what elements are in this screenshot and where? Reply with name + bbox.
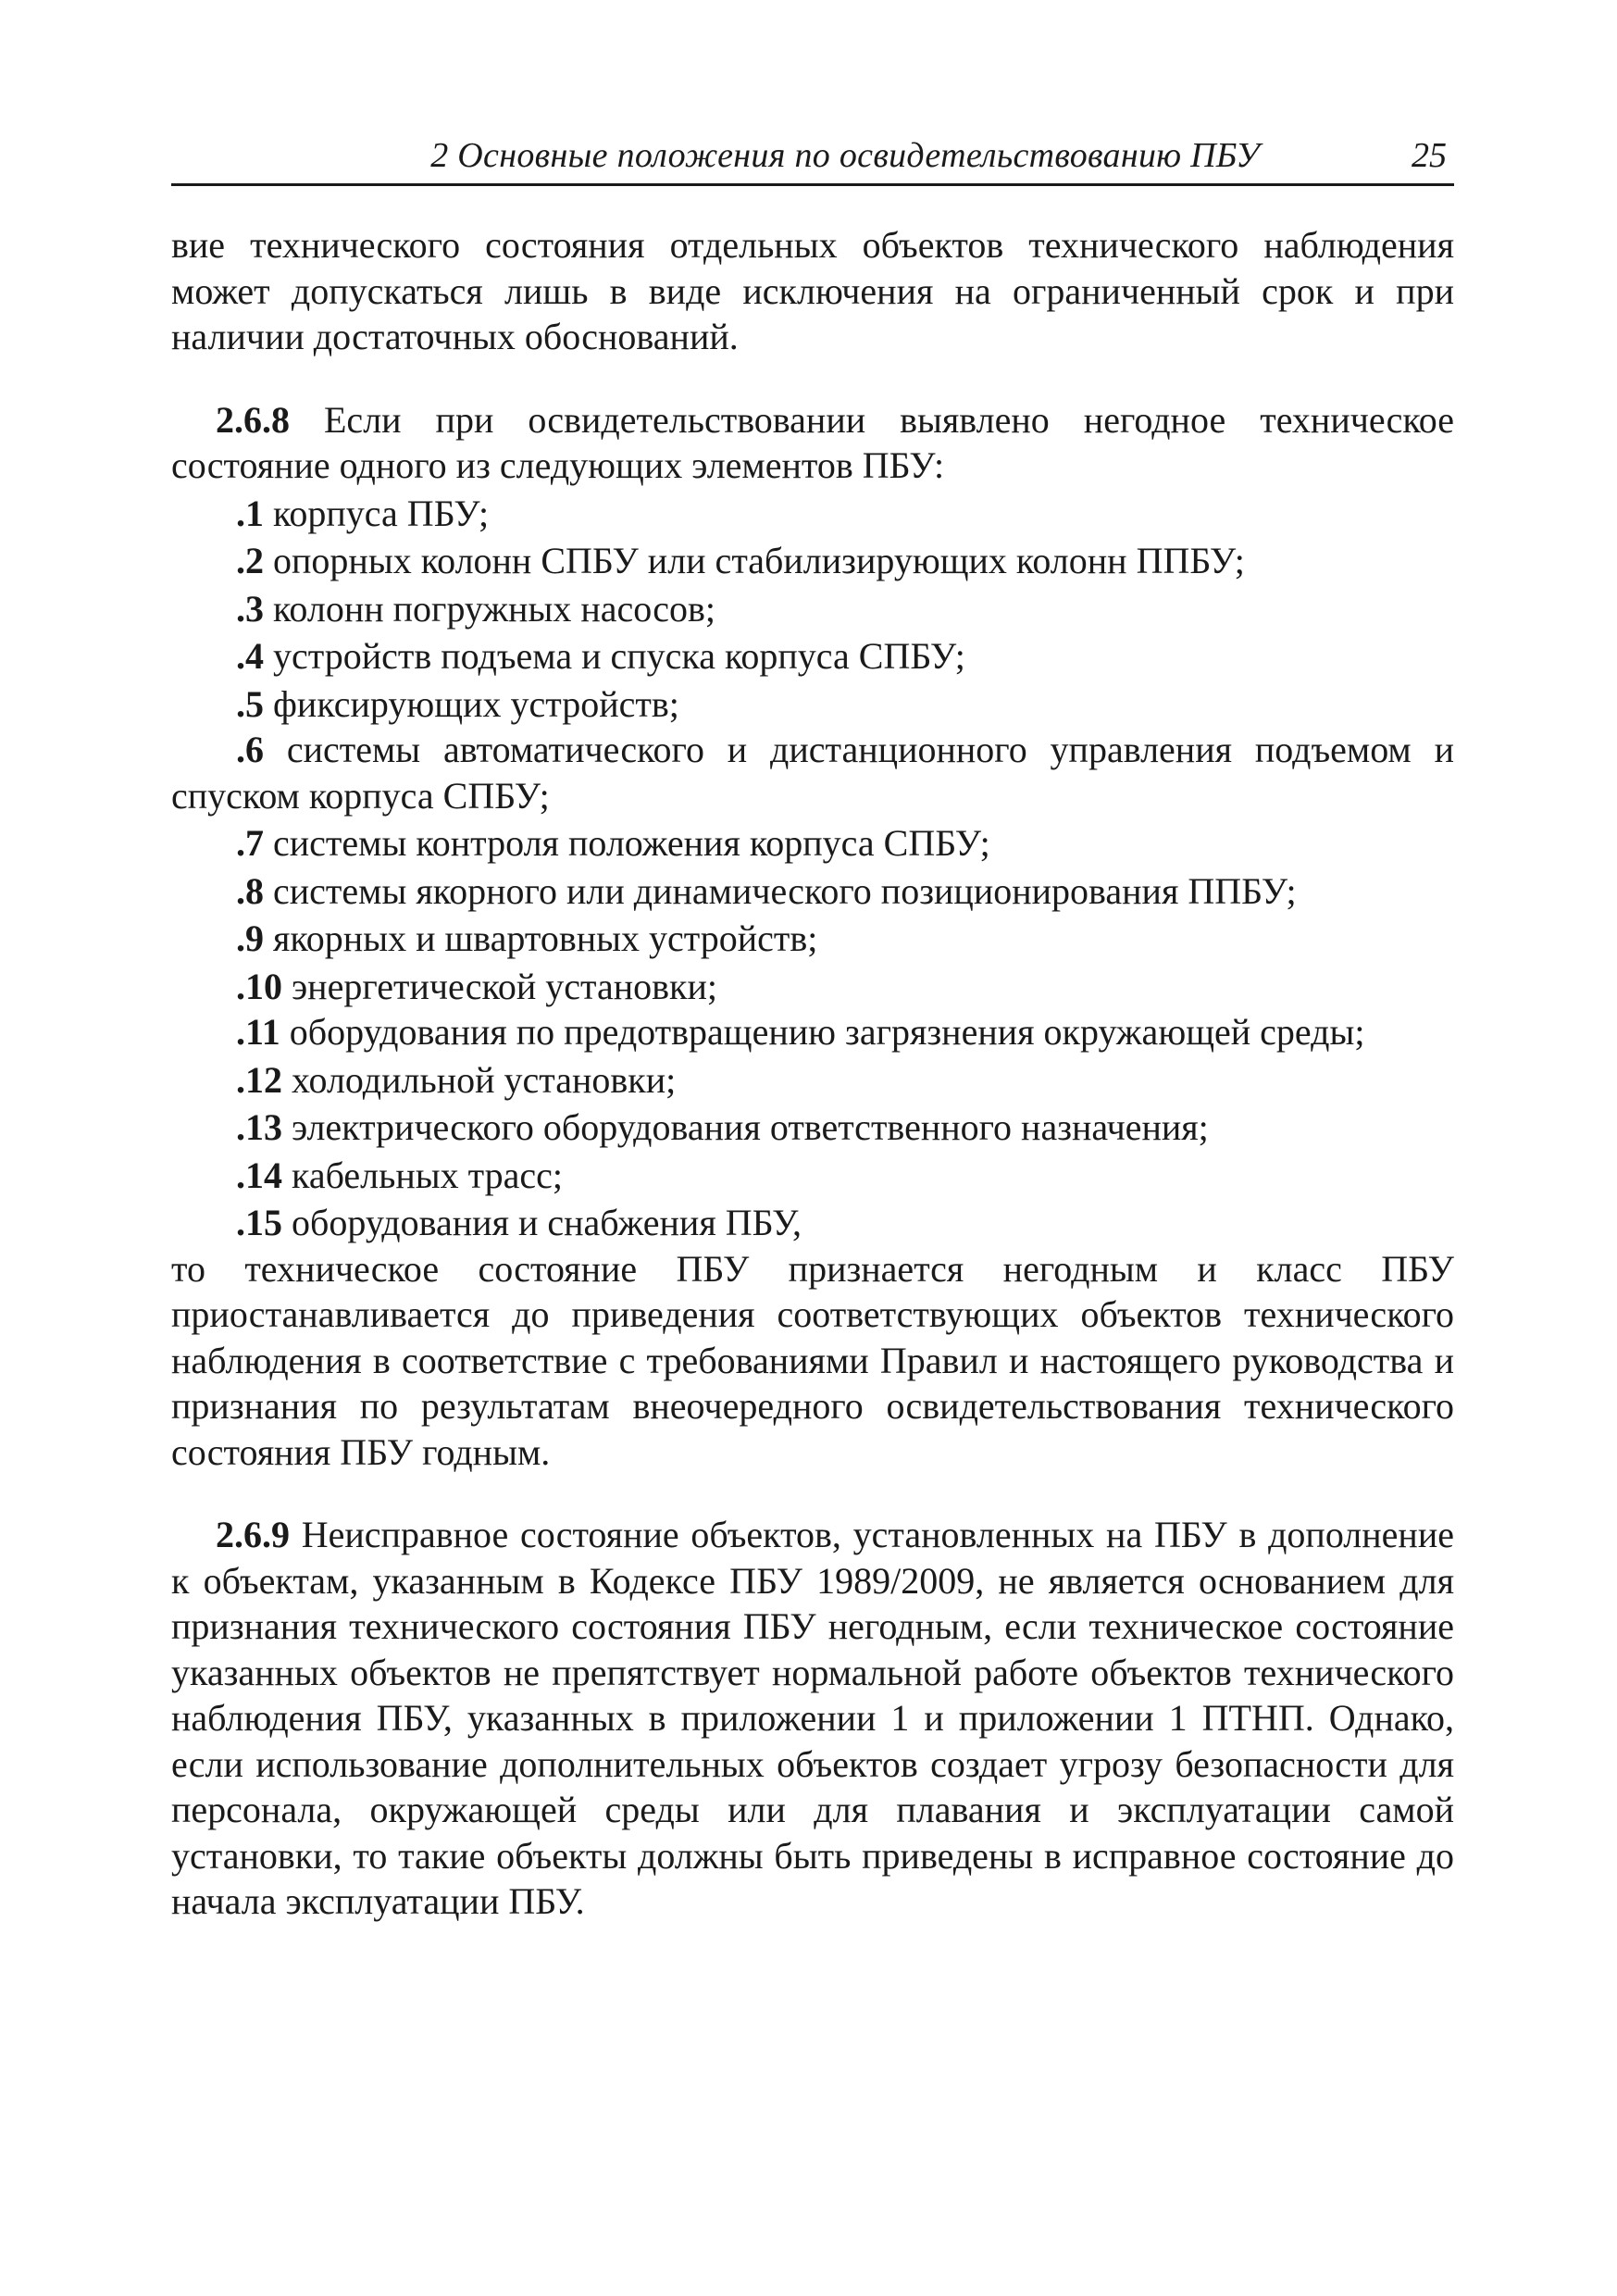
list-item-text: фиксирующих устройств; — [264, 682, 679, 725]
list-item-text: колонн погружных насосов; — [264, 587, 715, 630]
list-item-text: холодильной установки; — [282, 1058, 677, 1101]
list-item — [171, 964, 1454, 1010]
list-item-number: .3 — [236, 587, 264, 630]
list-item-number: .10 — [236, 965, 282, 1007]
list-item — [171, 491, 1454, 537]
section-2-6-8-lead — [171, 397, 1454, 489]
list-item-text: оборудования по предотвращению загрязнения окружающей среды; — [280, 1011, 1365, 1053]
intro-paragraph: вие технического состояния отдельных объектов технического наблюдения может допускаться лишь в виде исключения на ограниченный срок и при наличии достаточных обоснований. — [171, 224, 1454, 357]
list-item — [171, 916, 1454, 962]
list-item — [171, 1153, 1454, 1199]
list-item-number: .13 — [236, 1106, 282, 1148]
section-2-6-9-paragraph — [171, 1512, 1454, 1925]
list-item-text: якорных и швартовных устройств; — [264, 917, 818, 959]
list-item-number: .2 — [236, 540, 264, 581]
list-item-number: .9 — [236, 917, 264, 959]
list-item-number: .1 — [236, 492, 264, 534]
running-title: 2 Основные положения по освидетельствованию ПБУ — [430, 136, 1260, 175]
list-item — [171, 681, 1454, 728]
page-number: 25 — [1412, 136, 1447, 175]
list-item-number: .6 — [236, 729, 264, 770]
list-item-text: корпуса ПБУ; — [264, 492, 490, 534]
list-item-number: .11 — [236, 1011, 280, 1053]
list-item — [171, 868, 1454, 915]
list-item — [171, 820, 1454, 867]
body-text — [171, 222, 1454, 1925]
list-item — [171, 1009, 1454, 1055]
list-item-text: оборудования и снабжения ПБУ, — [282, 1202, 802, 1243]
list-item-text: кабельных трасс; — [282, 1154, 563, 1196]
list-item-text: системы контроля положения корпуса СПБУ; — [264, 822, 990, 864]
list-item — [171, 633, 1454, 680]
list-item — [171, 538, 1454, 584]
list-item-text: электрического оборудования ответственного назначения; — [282, 1106, 1209, 1148]
list-item — [171, 727, 1454, 818]
list-item — [171, 1104, 1454, 1151]
list-item-number: .15 — [236, 1202, 282, 1243]
list-item-text: устройств подъема и спуска корпуса СПБУ; — [264, 635, 965, 677]
list-item-number: .5 — [236, 682, 264, 725]
list-item-text: опорных колонн СПБУ или стабилизирующих колонн ППБУ; — [264, 540, 1245, 581]
section-number: 2.6.9 — [216, 1514, 290, 1555]
list-item-number: .12 — [236, 1058, 282, 1101]
list-item — [171, 1200, 1454, 1246]
list-item — [171, 1057, 1454, 1104]
section-body-text: Неисправное состояние объектов, установленных на ПБУ в дополнение к объектам, указанным в Кодексе ПБУ 1989/2009, не является основанием для признания технического состояния ПБУ негодным, если техническое состояние указанных объектов не препятствует нормальной работе объектов технического наблюдения ПБУ, указанных в приложении 1 и приложении 1 ПТНП. Однако, если использование дополнительных объектов создает угрозу безопасности для персонала, окружающей среды или для плавания и эксплуатации самой установки, то такие объекты должны быть приведены в исправное состояние до начала эксплуатации ПБУ. — [171, 1514, 1454, 1922]
section-2-6-8-conclusion: то техническое состояние ПБУ признается негодным и класс ПБУ приостанавливается до приведения соответствующих объектов технического наблюдения в соответствие с требованиями Правил и настоящего руководства и признания по результатам внеочередного освидетельствования технического состояния ПБУ годным. — [171, 1247, 1454, 1473]
list-item-number: .7 — [236, 822, 264, 864]
list-item-text: системы якорного или динамического позиционирования ППБУ; — [264, 869, 1297, 912]
list-item-text: системы автоматического и дистанционного управления подъемом и спуском корпуса СПБУ; — [171, 729, 1454, 817]
list-item-number: .8 — [236, 869, 264, 912]
list-item-number: .14 — [236, 1154, 282, 1196]
running-header — [171, 128, 1454, 186]
section-number: 2.6.8 — [216, 398, 290, 441]
list-item-number: .4 — [236, 635, 264, 677]
list-item-text: энергетической установки; — [282, 965, 717, 1007]
list-item — [171, 586, 1454, 632]
section-lead-text: Если при освидетельствовании выявлено негодное техническое состояние одного из следующих элементов ПБУ: — [171, 398, 1454, 486]
